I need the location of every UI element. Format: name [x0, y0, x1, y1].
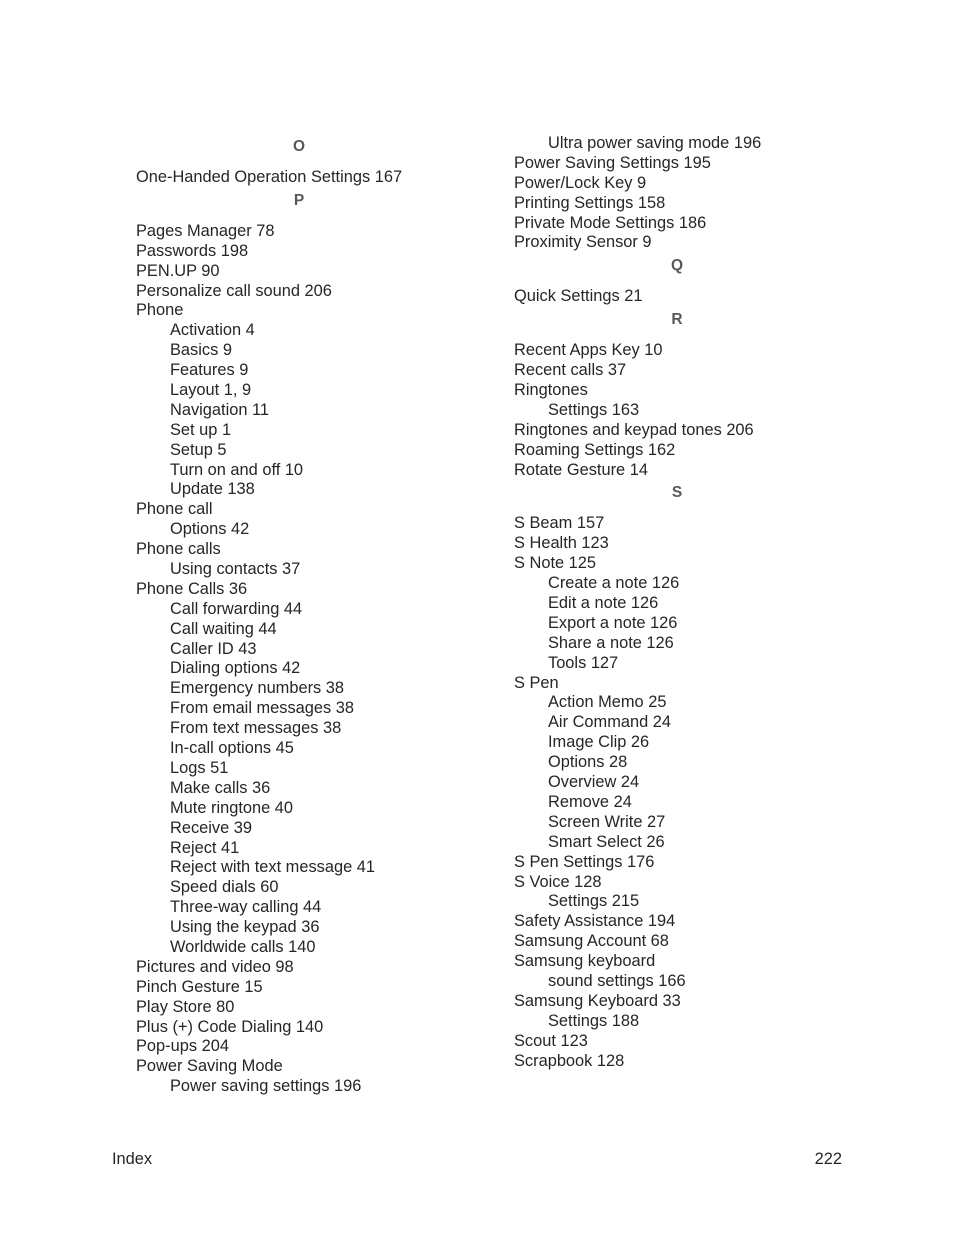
index-subentry: Worldwide calls 140 [170, 937, 316, 956]
index-subentry: Receive 39 [170, 818, 253, 837]
index-subentry: Using contacts 37 [170, 560, 301, 579]
index-letter-heading: S [671, 484, 683, 502]
index-column-left [136, 134, 476, 1097]
index-letter-heading: P [293, 191, 305, 209]
index-subentry: Air Command 24 [548, 713, 671, 732]
index-subentry: Action Memo 25 [548, 693, 667, 712]
index-letter-heading: Q [670, 257, 684, 275]
index-entry: Samsung Account 68 [514, 932, 669, 951]
index-subentry: Emergency numbers 38 [170, 679, 345, 698]
index-entry: Phone call [136, 500, 213, 519]
index-subentry: Update 138 [170, 480, 255, 499]
index-subentry: Mute ringtone 40 [170, 798, 294, 817]
index-entry: Private Mode Settings 186 [514, 213, 707, 232]
index-entry: S Health 123 [514, 534, 609, 553]
index-subentry: Remove 24 [548, 792, 632, 811]
index-entry: Power Saving Mode [136, 1057, 283, 1076]
index-subentry: Settings 163 [548, 400, 640, 419]
index-subentry: Navigation 11 [170, 400, 270, 419]
index-subentry: Call forwarding 44 [170, 599, 303, 618]
index-entry: Scrapbook 128 [514, 1051, 625, 1070]
index-letter-heading: O [292, 138, 306, 155]
index-subentry: Activation 4 [170, 321, 255, 340]
index-subentry: Reject 41 [170, 838, 240, 857]
index-entry: Play Store 80 [136, 997, 235, 1016]
index-subentry: Reject with text message 41 [170, 858, 375, 877]
index-entry: Quick Settings 21 [514, 287, 643, 306]
index-letter-heading: R [671, 311, 683, 329]
index-subentry: In-call options 45 [170, 739, 294, 758]
index-entry: S Pen [514, 673, 559, 692]
index-entry: S Pen Settings 176 [514, 852, 655, 871]
index-subentry: Using the keypad 36 [170, 918, 320, 937]
index-entry: S Beam 157 [514, 514, 605, 533]
index-subentry: Caller ID 43 [170, 639, 257, 658]
index-subentry: Ultra power saving mode 196 [548, 134, 762, 152]
index-entry: Rotate Gesture 14 [514, 460, 648, 479]
index-subentry: Screen Write 27 [548, 812, 666, 831]
index-subentry: Options 42 [170, 520, 250, 539]
index-entry: Pop-ups 204 [136, 1037, 229, 1056]
index-entry: Samsung keyboard [514, 952, 656, 971]
index-subentry: Settings 215 [548, 892, 640, 911]
index-subentry: Features 9 [170, 361, 249, 380]
index-column-right [514, 134, 854, 1071]
index-entry: Safety Assistance 194 [514, 912, 676, 931]
index-subentry: Layout 1, 9 [170, 381, 252, 400]
index-subentry: Speed dials 60 [170, 878, 279, 897]
index-subentry: Share a note 126 [548, 633, 674, 652]
index-subentry: Turn on and off 10 [170, 460, 304, 479]
index-entry: Pages Manager 78 [136, 221, 275, 240]
index-subentry: From email messages 38 [170, 699, 355, 718]
index-subentry: Settings 188 [548, 1011, 640, 1030]
index-subentry: Set up 1 [170, 420, 232, 439]
index-subentry: Export a note 126 [548, 613, 678, 632]
index-entry: Power Saving Settings 195 [514, 153, 711, 172]
index-entry: Power/Lock Key 9 [514, 173, 647, 192]
index-entry: Ringtones [514, 381, 588, 400]
index-entry: One-Handed Operation Settings 167 [136, 168, 403, 186]
index-entry: Personalize call sound 206 [136, 281, 332, 300]
index-entry: S Voice 128 [514, 872, 602, 891]
footer-page-number: 222 [814, 1150, 842, 1168]
index-subentry: Smart Select 26 [548, 832, 665, 851]
index-entry: Recent Apps Key 10 [514, 341, 663, 360]
index-entry: Phone calls [136, 540, 221, 559]
index-subentry: Logs 51 [170, 758, 229, 777]
index-subentry: Call waiting 44 [170, 619, 277, 638]
index-subentry: Make calls 36 [170, 778, 271, 797]
index-entry: PEN.UP 90 [136, 261, 220, 280]
index-entry: Passwords 198 [136, 241, 249, 260]
index-entry: Recent calls 37 [514, 361, 627, 380]
index-entry: Pinch Gesture 15 [136, 977, 263, 996]
index-entry: Scout 123 [514, 1031, 588, 1050]
index-subentry: Image Clip 26 [548, 733, 650, 752]
index-subentry: Create a note 126 [548, 574, 680, 593]
index-subentry: Overview 24 [548, 773, 640, 792]
index-entry: Phone [136, 301, 184, 320]
index-subentry: sound settings 166 [548, 971, 686, 990]
index-subentry: Tools 127 [548, 653, 619, 672]
index-entry: Phone Calls 36 [136, 579, 248, 598]
index-subentry: Edit a note 126 [548, 594, 659, 613]
index-entry: Proximity Sensor 9 [514, 233, 652, 252]
index-entry: Printing Settings 158 [514, 193, 666, 212]
index-subentry: Setup 5 [170, 440, 227, 459]
index-subentry: From text messages 38 [170, 719, 342, 738]
index-entry: S Note 125 [514, 554, 597, 573]
index-entry: Ringtones and keypad tones 206 [514, 420, 754, 439]
index-subentry: Three-way calling 44 [170, 898, 322, 917]
index-subentry: Basics 9 [170, 341, 232, 360]
index-entry: Roaming Settings 162 [514, 440, 676, 459]
index-entry: Plus (+) Code Dialing 140 [136, 1017, 324, 1036]
index-subentry: Dialing options 42 [170, 659, 301, 678]
footer-section-label: Index [112, 1150, 153, 1168]
index-subentry: Options 28 [548, 753, 628, 772]
index-entry: Pictures and video 98 [136, 957, 294, 976]
index-entry: Samsung Keyboard 33 [514, 991, 681, 1010]
index-subentry: Power saving settings 196 [170, 1077, 362, 1096]
